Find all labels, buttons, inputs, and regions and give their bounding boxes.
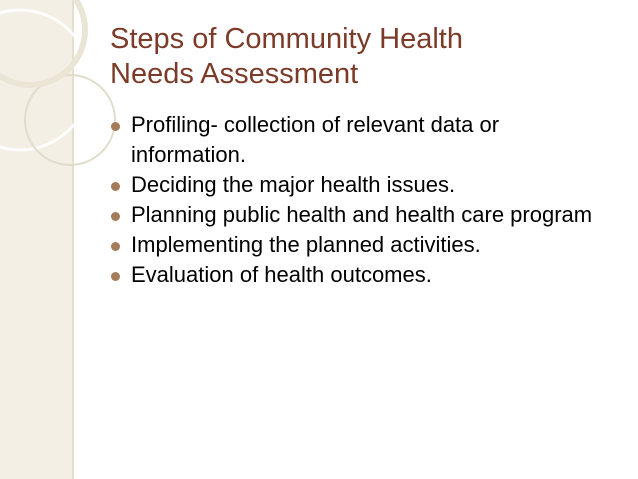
- bullet-text: Implementing the planned activities.: [131, 232, 481, 257]
- bullet-item: [110, 170, 620, 200]
- bullet-item: [110, 200, 620, 230]
- round-bullet-icon: [111, 242, 120, 251]
- decorative-rings: [0, 0, 120, 200]
- bullet-item: [110, 260, 620, 290]
- slide-title-line-1: Steps of Community Health: [110, 23, 463, 55]
- bullet-item: [110, 230, 620, 260]
- bullet-text: Profiling- collection of relevant data or information.: [131, 112, 500, 167]
- slide-title-line-2: Needs Assessment: [110, 58, 359, 90]
- bullet-text: Evaluation of health outcomes.: [131, 262, 432, 287]
- round-bullet-icon: [111, 182, 120, 191]
- bullet-list: [110, 110, 620, 290]
- round-bullet-icon: [111, 212, 120, 221]
- round-bullet-icon: [111, 272, 120, 281]
- bullet-text: Deciding the major health issues.: [131, 172, 456, 197]
- bullet-item: [110, 110, 620, 170]
- bullet-text: Planning public health and health care program: [131, 202, 593, 227]
- slide-title: [110, 22, 610, 92]
- round-bullet-icon: [111, 122, 120, 131]
